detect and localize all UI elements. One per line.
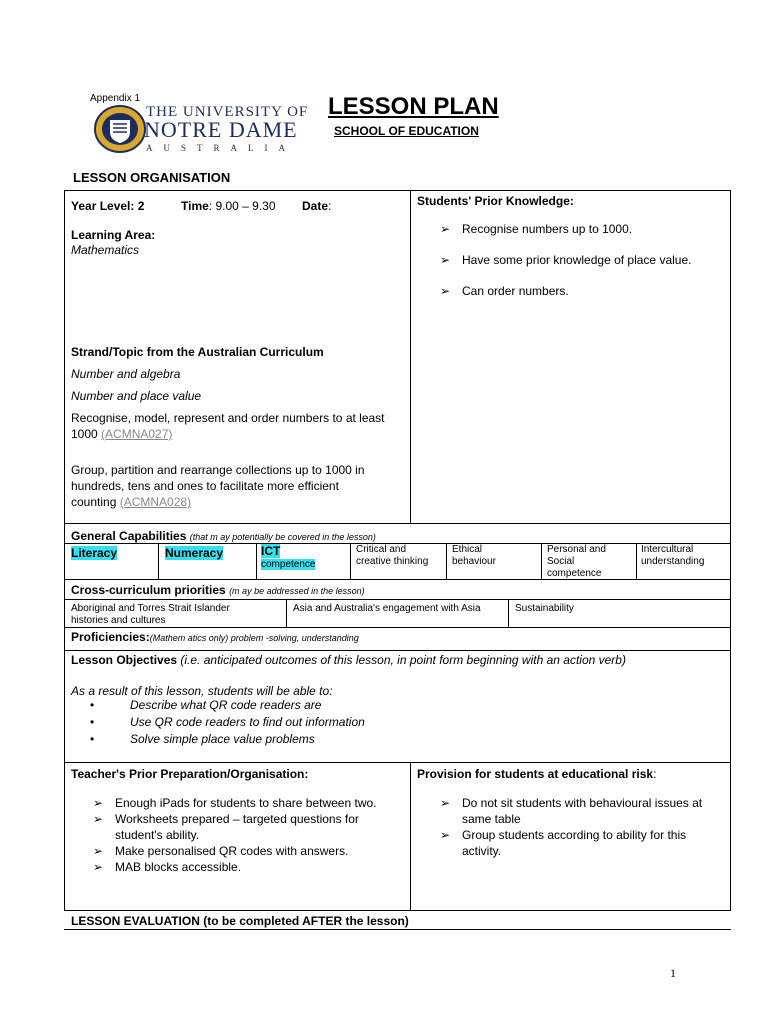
capability-intercultural: Intercultural understanding: [641, 544, 705, 567]
strand-line2: Number and place value: [71, 389, 202, 403]
arrow-bullet-icon: ➢: [93, 796, 104, 810]
provision-heading: Provision for students at educational risk:: [417, 767, 657, 781]
lesson-objectives-label: Lesson Objectives (i.e. anticipated outcomes of this lesson, in point form beginning with an action verb): [71, 653, 626, 667]
page-number: 1: [670, 966, 676, 980]
list-item: • Solve simple place value problems: [90, 732, 315, 746]
year-level: Year Level: 2: [71, 199, 145, 213]
arrow-bullet-icon: ➢: [93, 812, 104, 826]
curriculum-code-link[interactable]: (ACMNA027): [101, 427, 173, 441]
preparation-list: [93, 795, 377, 875]
strand-line1: Number and algebra: [71, 367, 181, 381]
appendix-label: Appendix 1: [90, 93, 141, 104]
learning-area-label: Learning Area:: [71, 228, 156, 242]
lesson-organisation-heading: LESSON ORGANISATION: [73, 170, 231, 185]
list-item: • Use QR code readers to find out information: [90, 715, 365, 729]
bullet-icon: •: [90, 715, 95, 729]
arrow-bullet-icon: ➢: [440, 222, 451, 236]
bullet-icon: •: [90, 698, 95, 712]
list-item: ➢ Can order numbers.: [440, 284, 569, 298]
page-title: LESSON PLAN: [328, 93, 499, 120]
cross-curriculum-label: Cross-curriculum priorities (m ay be addressed in the lesson): [71, 583, 365, 597]
strand-description-2: Group, partition and rearrange collections up to 1000 in hundreds, tens and ones to facilitate more efficient counting (ACMNA028): [71, 463, 365, 509]
objectives-intro: As a result of this lesson, students will be able to:: [71, 684, 333, 698]
arrow-bullet-icon: ➢: [440, 253, 451, 267]
arrow-bullet-icon: ➢: [440, 284, 451, 298]
capability-critical-thinking: Critical and creative thinking: [356, 544, 429, 567]
strand-description-1: Recognise, model, represent and order numbers to at least 1000 (ACMNA027): [71, 411, 385, 441]
list-item: ➢ Recognise numbers up to 1000.: [440, 222, 633, 236]
capability-ethical: Ethical behaviour: [452, 544, 496, 567]
page-subtitle: SCHOOL OF EDUCATION: [334, 124, 479, 138]
priority-aboriginal: Aboriginal and Torres Strait Islander histories and cultures: [71, 603, 230, 626]
list-item: ➢ Make personalised QR codes with answers.: [93, 844, 349, 858]
learning-area-value: Mathematics: [71, 243, 140, 257]
capability-literacy: Literacy: [71, 546, 118, 560]
lesson-evaluation-heading: LESSON EVALUATION (to be completed AFTER the lesson): [71, 914, 409, 928]
capability-ict: ICT competence: [261, 544, 316, 570]
priority-asia: Asia and Australia's engagement with Asia: [293, 603, 481, 614]
university-name-line3: AUSTRALIA: [146, 143, 296, 153]
arrow-bullet-icon: ➢: [93, 844, 104, 858]
priority-sustainability: Sustainability: [515, 603, 574, 614]
list-item: ➢ MAB blocks accessible.: [93, 860, 242, 874]
lesson-time: Time: 9.00 – 9.30: [181, 199, 276, 213]
bullet-icon: •: [90, 732, 95, 746]
university-crest-icon: [92, 104, 148, 154]
list-item: ➢ Worksheets prepared – targeted questions for student's ability.: [93, 812, 359, 842]
list-item: ➢ Do not sit students with behavioural issues at same table: [440, 796, 703, 826]
proficiencies: Proficiencies:(Mathem atics only) problem -solving, understanding: [71, 630, 359, 644]
list-item: ➢ Have some prior knowledge of place value.: [440, 253, 692, 267]
general-capabilities-label: General Capabilities (that m ay potentially be covered in the lesson): [71, 529, 376, 543]
arrow-bullet-icon: ➢: [93, 860, 104, 874]
capability-numeracy: Numeracy: [165, 546, 224, 560]
preparation-heading: Teacher's Prior Preparation/Organisation:: [71, 767, 309, 781]
objectives-list: [90, 697, 365, 748]
list-item: ➢ Enough iPads for students to share between two.: [93, 796, 377, 810]
list-item: ➢ Group students according to ability for this activity.: [440, 828, 687, 858]
curriculum-code-link[interactable]: (ACMNA028): [119, 495, 192, 509]
university-name-line2: NOTRE DAME: [144, 117, 298, 142]
arrow-bullet-icon: ➢: [440, 828, 451, 842]
provision-list: [440, 795, 702, 859]
arrow-bullet-icon: ➢: [440, 796, 451, 810]
list-item: • Describe what QR code readers are: [90, 698, 322, 712]
prior-knowledge-heading: Students' Prior Knowledge:: [417, 194, 574, 208]
lesson-date: Date:: [302, 199, 332, 213]
strand-heading: Strand/Topic from the Australian Curriculum: [71, 345, 324, 359]
prior-knowledge-list: [440, 221, 691, 299]
university-name-line1: THE UNIVERSITY OF: [146, 104, 309, 120]
capability-personal-social: Personal and Social competence: [547, 544, 606, 579]
